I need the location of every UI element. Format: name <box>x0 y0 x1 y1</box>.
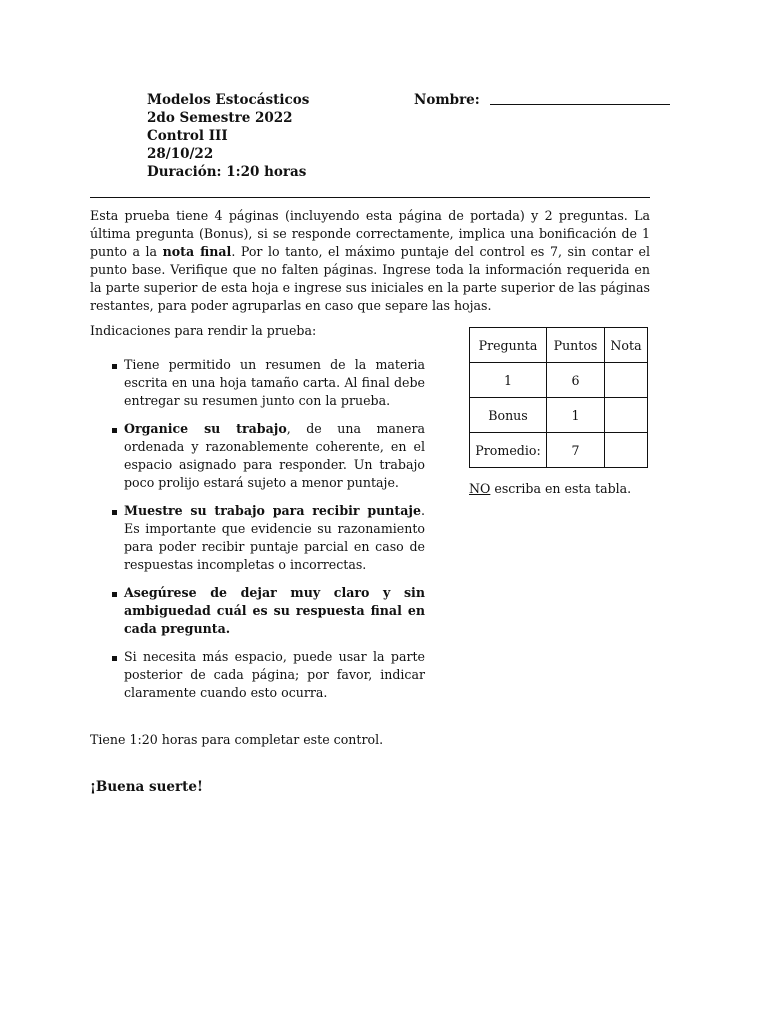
intro-paragraph <box>90 207 650 315</box>
name-line <box>490 104 670 105</box>
list-item <box>112 356 425 410</box>
course-name: Modelos Estocásticos <box>147 92 310 108</box>
table-note <box>469 480 631 498</box>
bullet-bold: Organice su trabajo <box>124 421 287 436</box>
time-note: Tiene 1:20 horas para completar este control. <box>90 732 384 747</box>
bullet-text: Tiene permitido un resumen de la materia escrita en una hoja tamaño carta. Al final debe entregar su resumen junto con la prueba. <box>124 357 425 408</box>
bullet-text: , de una manera ordenada y razonablemente coherente, en el espacio asignado para responder. Un trabajo poco prolijo estará sujeto a menor puntaje. <box>124 421 425 490</box>
exam-duration: Duración: 1:20 horas <box>147 164 307 180</box>
list-item <box>112 420 425 492</box>
pregunta-cell: Bonus <box>470 398 547 433</box>
semester: 2do Semestre 2022 <box>147 110 293 126</box>
intro-text-2: . Por lo tanto, el máximo puntaje del control es 7, sin contar el punto base. Verifique que no falten páginas. Ingrese toda la información requerida en la parte superior de esta hoja e ingrese sus iniciales en la parte superior de las páginas restantes, para poder agruparlas en caso que separe las hojas. <box>90 244 651 313</box>
list-item <box>112 502 425 574</box>
table-note-text: escriba en esta tabla. <box>490 481 632 496</box>
instructions-list <box>112 356 425 702</box>
exam-title: Control III <box>147 128 228 144</box>
table-row <box>470 363 648 398</box>
header-cell: Puntos <box>547 328 605 363</box>
exam-date: 28/10/22 <box>147 146 214 162</box>
list-item <box>112 648 425 702</box>
good-luck: ¡Buena suerte! <box>90 779 203 795</box>
bullet-icon <box>112 592 117 597</box>
puntos-cell: 7 <box>547 433 605 468</box>
table-row <box>470 433 648 468</box>
nota-cell <box>605 363 648 398</box>
bullet-bold: Muestre su trabajo para recibir puntaje <box>124 503 421 518</box>
table-header-row <box>470 328 648 363</box>
puntos-cell: 6 <box>547 363 605 398</box>
course-header <box>147 91 309 181</box>
pregunta-cell: 1 <box>470 363 547 398</box>
instructions-title: Indicaciones para rendir la prueba: <box>90 323 317 338</box>
nota-cell <box>605 433 648 468</box>
bullet-icon <box>112 364 117 369</box>
name-label: Nombre: <box>414 92 480 108</box>
header-cell: Nota <box>605 328 648 363</box>
nota-cell <box>605 398 648 433</box>
bullet-bold: Asegúrese de dejar muy claro y sin ambiguedad cuál es su respuesta final en cada pregunta. <box>124 585 425 636</box>
puntos-cell: 1 <box>547 398 605 433</box>
table-note-emphasis: NO <box>469 481 491 496</box>
score-table <box>469 327 648 468</box>
bullet-icon <box>112 510 117 515</box>
bullet-text: . Es importante que evidencie su razonamiento para poder recibir puntaje parcial en caso de respuestas incompletas o incorrectas. <box>124 503 425 572</box>
intro-text-1: Esta prueba tiene 4 páginas (incluyendo esta página de portada) y 2 preguntas. La última pregunta (Bonus), si se responde correctamente, implica una bonificación de 1 punto a la <box>90 208 650 259</box>
bullet-text: Si necesita más espacio, puede usar la parte posterior de cada página; por favor, indicar claramente cuando esto ocurra. <box>124 649 425 700</box>
intro-bold: nota final <box>162 244 232 259</box>
pregunta-cell: Promedio: <box>470 433 547 468</box>
divider <box>90 197 650 198</box>
bullet-icon <box>112 656 117 661</box>
header-cell: Pregunta <box>470 328 547 363</box>
bullet-icon <box>112 428 117 433</box>
table-row <box>470 398 648 433</box>
list-item <box>112 584 425 638</box>
